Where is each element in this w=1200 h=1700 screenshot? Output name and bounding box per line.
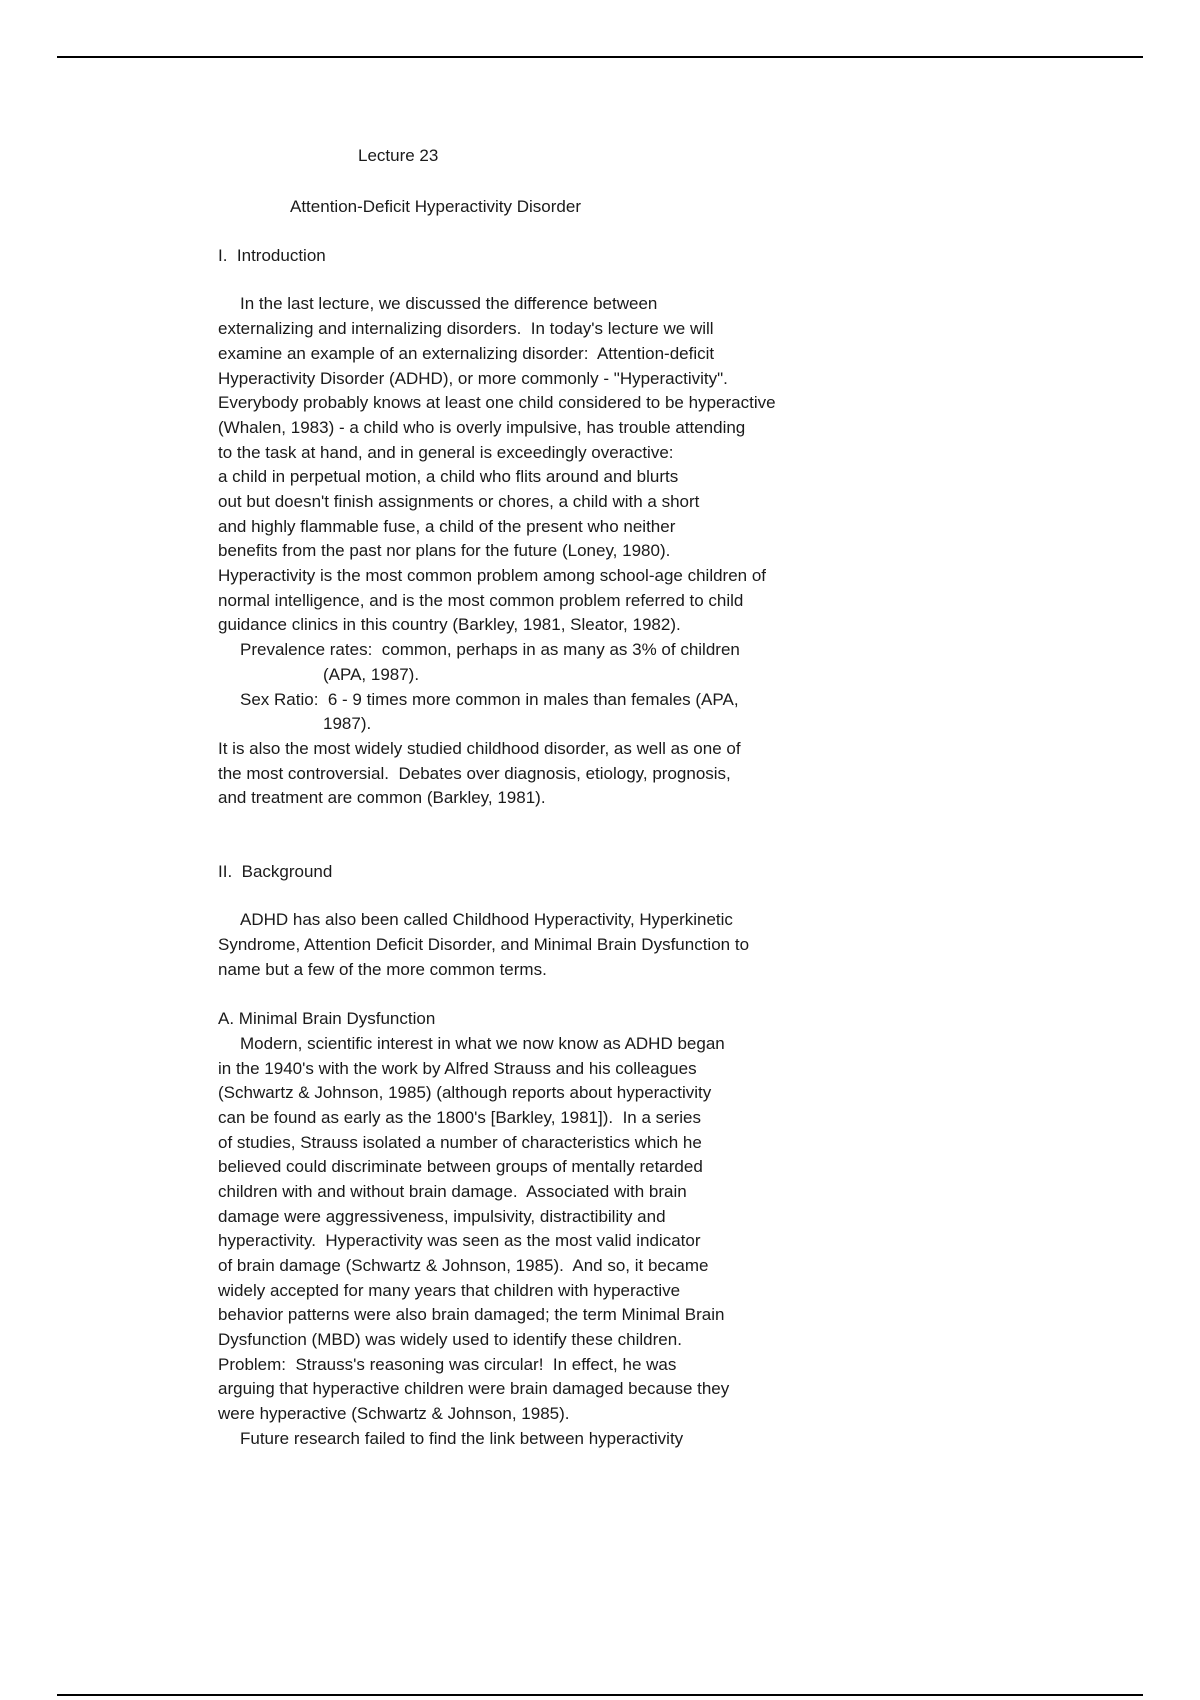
paragraph-line: Everybody probably knows at least one child considered to be hyperactive xyxy=(218,393,776,412)
paragraph-line: (Schwartz & Johnson, 1985) (although reports about hyperactivity xyxy=(218,1083,712,1102)
paragraph-line: and treatment are common (Barkley, 1981). xyxy=(218,788,546,807)
section-heading-background: II. Background xyxy=(218,862,333,881)
paragraph-line: believed could discriminate between groups of mentally retarded xyxy=(218,1157,703,1176)
paragraph-line: ADHD has also been called Childhood Hyperactivity, Hyperkinetic xyxy=(240,910,733,929)
paragraph-line: a child in perpetual motion, a child who flits around and blurts xyxy=(218,467,679,486)
paragraph-line: Hyperactivity is the most common problem among school-age children of xyxy=(218,566,767,585)
prevalence-line: Prevalence rates: common, perhaps in as many as 3% of children xyxy=(240,640,740,659)
paragraph-line: widely accepted for many years that children with hyperactive xyxy=(218,1281,681,1300)
paragraph-line: Problem: Strauss's reasoning was circular! In effect, he was xyxy=(218,1355,677,1374)
paragraph-line: were hyperactive (Schwartz & Johnson, 1985). xyxy=(218,1404,570,1423)
bottom-rule xyxy=(57,1694,1143,1696)
paragraph-line: can be found as early as the 1800's [Barkley, 1981]). In a series xyxy=(218,1108,701,1127)
lecture-number: Lecture 23 xyxy=(358,146,439,165)
paragraph-line: damage were aggressiveness, impulsivity, distractibility and xyxy=(218,1207,666,1226)
paragraph-line: name but a few of the more common terms. xyxy=(218,960,547,979)
paragraph-line: Syndrome, Attention Deficit Disorder, and Minimal Brain Dysfunction to xyxy=(218,935,750,954)
paragraph-line: (Whalen, 1983) - a child who is overly impulsive, has trouble attending xyxy=(218,418,746,437)
paragraph-line: benefits from the past nor plans for the future (Loney, 1980). xyxy=(218,541,671,560)
paragraph-line: in the 1940's with the work by Alfred Strauss and his colleagues xyxy=(218,1059,697,1078)
paragraph-line: examine an example of an externalizing disorder: Attention-deficit xyxy=(218,344,715,363)
paragraph-line: In the last lecture, we discussed the difference between xyxy=(240,294,658,313)
paragraph-line: externalizing and internalizing disorders. In today's lecture we will xyxy=(218,319,714,338)
paragraph-line: guidance clinics in this country (Barkley, 1981, Sleator, 1982). xyxy=(218,615,681,634)
document-title: Attention-Deficit Hyperactivity Disorder xyxy=(290,197,581,216)
paragraph-line: arguing that hyperactive children were brain damaged because they xyxy=(218,1379,730,1398)
paragraph-line: and highly flammable fuse, a child of the present who neither xyxy=(218,517,676,536)
paragraph-line: to the task at hand, and in general is exceedingly overactive: xyxy=(218,443,674,462)
paragraph-line: It is also the most widely studied childhood disorder, as well as one of xyxy=(218,739,741,758)
paragraph-line: Future research failed to find the link between hyperactivity xyxy=(240,1429,684,1448)
paragraph-line: out but doesn't finish assignments or chores, a child with a short xyxy=(218,492,700,511)
paragraph-line: normal intelligence, and is the most common problem referred to child xyxy=(218,591,744,610)
sex-ratio-line: Sex Ratio: 6 - 9 times more common in males than females (APA, xyxy=(240,690,739,709)
paragraph-line: Hyperactivity Disorder (ADHD), or more commonly - "Hyperactivity". xyxy=(218,369,728,388)
paragraph-line: hyperactivity. Hyperactivity was seen as the most valid indicator xyxy=(218,1231,701,1250)
paragraph-line: children with and without brain damage. Associated with brain xyxy=(218,1182,687,1201)
paragraph-line: Dysfunction (MBD) was widely used to identify these children. xyxy=(218,1330,682,1349)
paragraph-line: of studies, Strauss isolated a number of characteristics which he xyxy=(218,1133,702,1152)
paragraph-line: the most controversial. Debates over diagnosis, etiology, prognosis, xyxy=(218,764,731,783)
subsection-heading-mbd: A. Minimal Brain Dysfunction xyxy=(218,1009,436,1028)
paragraph-line: of brain damage (Schwartz & Johnson, 1985). And so, it became xyxy=(218,1256,709,1275)
paragraph-line: behavior patterns were also brain damaged; the term Minimal Brain xyxy=(218,1305,725,1324)
sex-ratio-citation: 1987). xyxy=(323,714,372,733)
paragraph-line: Modern, scientific interest in what we now know as ADHD began xyxy=(240,1034,725,1053)
section-heading-introduction: I. Introduction xyxy=(218,246,326,265)
prevalence-citation: (APA, 1987). xyxy=(323,665,420,684)
